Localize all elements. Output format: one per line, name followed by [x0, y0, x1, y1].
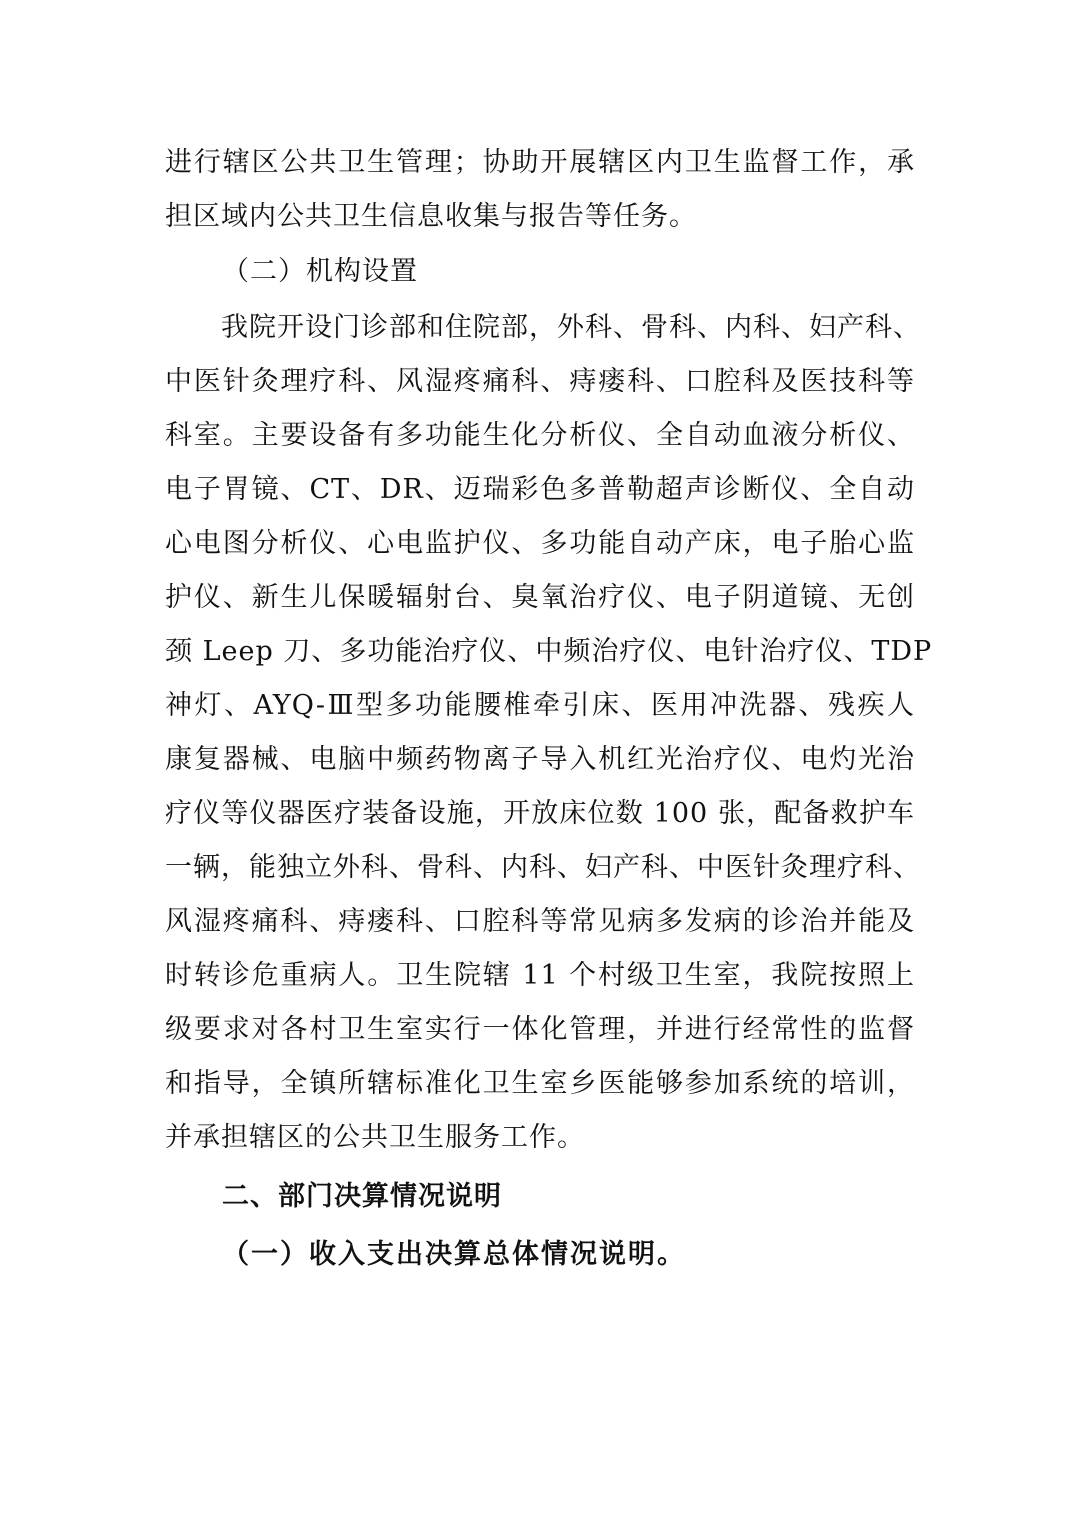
paragraph-line: 并承担辖区的公共卫生服务工作。 [165, 1122, 585, 1153]
paragraph-line: 我院开设门诊部和住院部，外科、骨科、内科、妇产科、 [165, 312, 921, 343]
paragraph-line: 级要求对各村卫生室实行一体化管理，并进行经常性的监督 [165, 1014, 915, 1045]
paragraph-line: 科室。主要设备有多功能生化分析仪、全自动血液分析仪、 [165, 420, 915, 451]
intro-paragraph [165, 136, 915, 244]
paragraph-line: 一辆，能独立外科、骨科、内科、妇产科、中医针灸理疗科、 [165, 852, 921, 883]
organization-paragraph [165, 301, 933, 1165]
paragraph-line: 颈 Leep 刀、多功能治疗仪、中频治疗仪、电针治疗仪、TDP [165, 636, 933, 667]
paragraph-line: 康复器械、电脑中频药物离子导入机红光治疗仪、电灼光治 [165, 744, 915, 775]
paragraph-line: 电子胃镜、CT、DR、迈瑞彩色多普勒超声诊断仪、全自动 [165, 474, 915, 505]
section-heading-department-accounts: 二、部门决算情况说明 [222, 1181, 502, 1212]
paragraph-line: 进行辖区公共卫生管理；协助开展辖区内卫生监督工作，承 [165, 147, 915, 178]
paragraph-line: 时转诊危重病人。卫生院辖 11 个村级卫生室，我院按照上 [165, 960, 915, 991]
paragraph-line: 风湿疼痛科、痔瘘科、口腔科等常见病多发病的诊治并能及 [165, 906, 915, 937]
paragraph-line: 神灯、AYQ-Ⅲ型多功能腰椎牵引床、医用冲洗器、残疾人 [165, 690, 915, 721]
subheading-income-expenditure-overview: （一）收入支出决算总体情况说明。 [222, 1239, 686, 1270]
paragraph-line: 疗仪等仪器医疗装备设施，开放床位数 100 张，配备救护车 [165, 798, 915, 829]
paragraph-line: 护仪、新生儿保暖辐射台、臭氧治疗仪、电子阴道镜、无创 [165, 582, 915, 613]
paragraph-line: 中医针灸理疗科、风湿疼痛科、痔瘘科、口腔科及医技科等 [165, 366, 915, 397]
paragraph-line: 心电图分析仪、心电监护仪、多功能自动产床，电子胎心监 [165, 528, 915, 559]
paragraph-line: 担区域内公共卫生信息收集与报告等任务。 [165, 201, 697, 232]
subheading-organization-setup: （二）机构设置 [222, 256, 418, 287]
paragraph-line: 和指导，全镇所辖标准化卫生室乡医能够参加系统的培训， [165, 1068, 915, 1099]
